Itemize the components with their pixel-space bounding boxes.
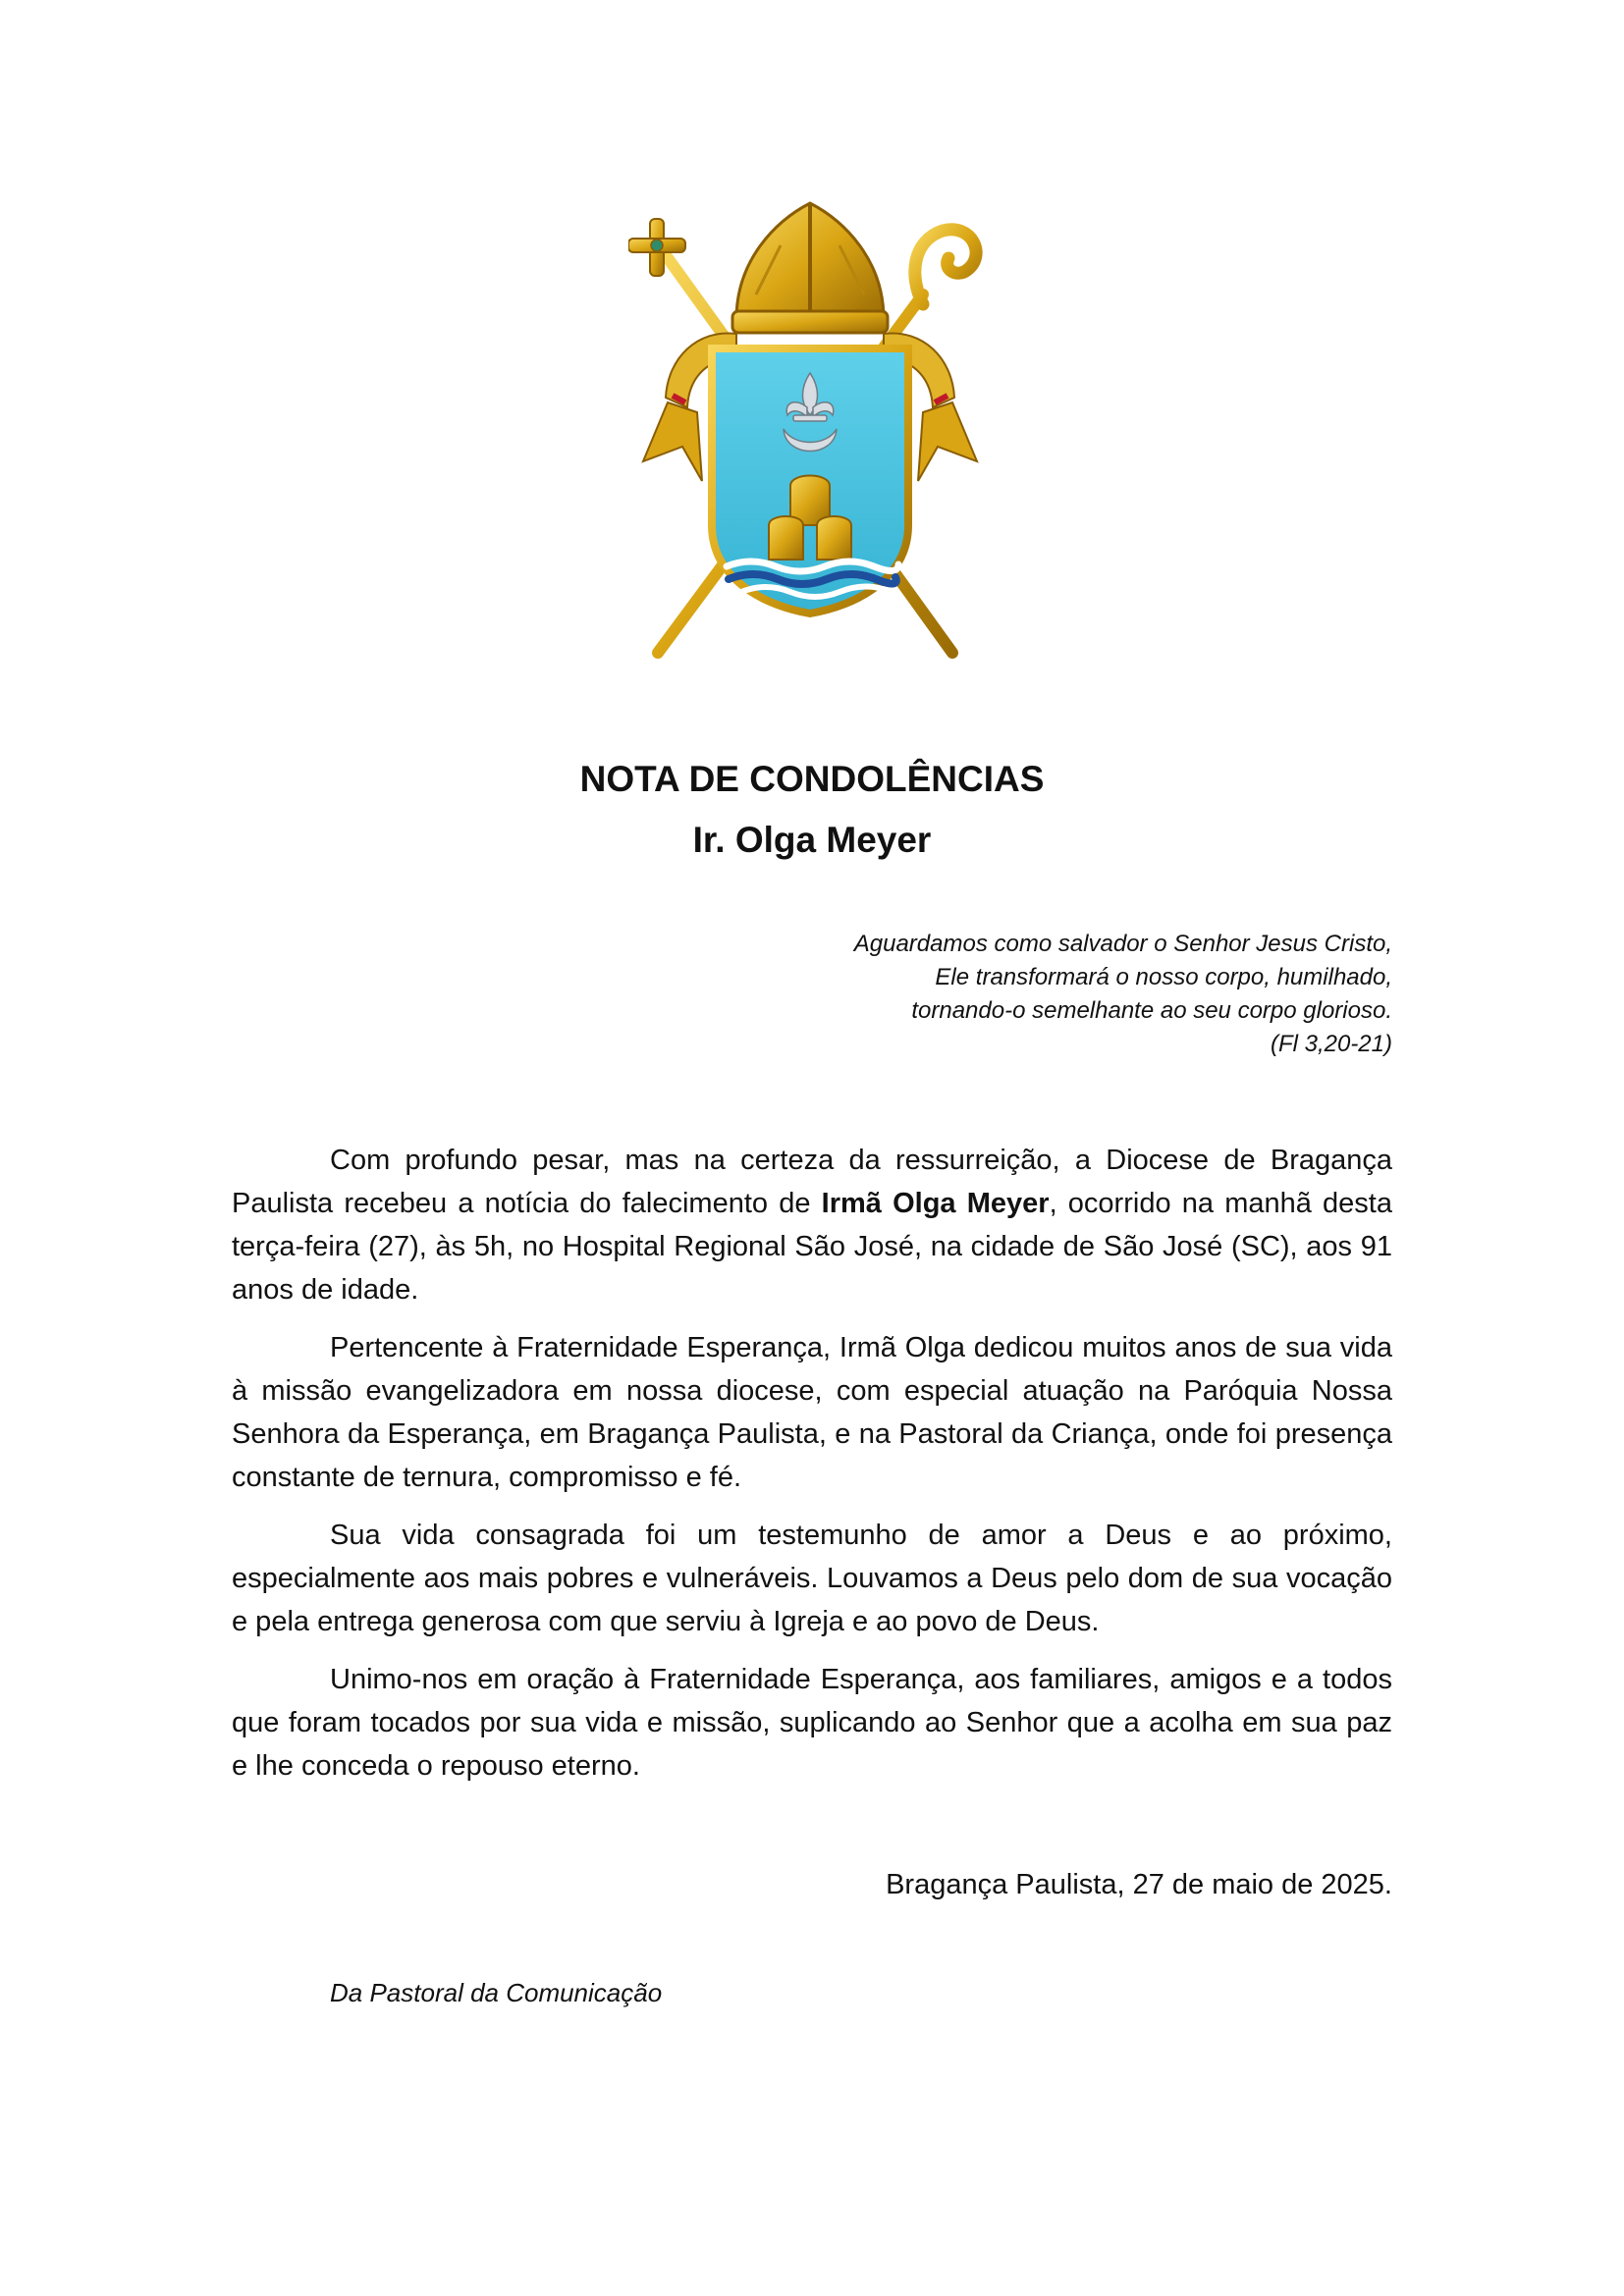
epigraph-line: tornando-o semelhante ao seu corpo glorioso.: [911, 997, 1392, 1024]
shield: [712, 348, 908, 614]
document-subtitle: Ir. Olga Meyer: [692, 820, 932, 860]
paragraph-3: Sua vida consagrada foi um testemunho de amor a Deus e ao próximo, especialmente aos mais pobres e vulneráveis. Louvamos a Deus pelo dom de sua vocação e pela entrega generosa com que serviu à Igreja e ao povo de Deus.: [232, 1520, 1392, 1637]
crozier-icon: [915, 230, 976, 304]
coat-of-arms: [628, 201, 992, 672]
paragraph-4: Unimo-nos em oração à Fraternidade Esperança, aos familiares, amigos e a todos que foram tocados por sua vida e missão, suplicando ao Senhor que a acolha em sua paz e lhe conceda o repouso eterno.: [232, 1664, 1392, 1782]
epigraph-line: Ele transformará o nosso corpo, humilhado,: [935, 964, 1392, 990]
document-title: NOTA DE CONDOLÊNCIAS: [579, 759, 1045, 799]
mitre-icon: [732, 203, 888, 333]
deceased-name: Irmã Olga Meyer: [821, 1188, 1050, 1219]
epigraph-line: Aguardamos como salvador o Senhor Jesus Cristo,: [853, 931, 1392, 957]
epigraph: [705, 928, 1392, 1061]
paragraph-1: [232, 1139, 1392, 1311]
paragraph-2: Pertencente à Fraternidade Esperança, Irmã Olga dedicou muitos anos de sua vida à missão evangelizadora em nossa diocese, com especial atuação na Paróquia Nossa Senhora da Esperança, em Bragança Paulista, e na Pastoral da Criança, onde foi presença constante de ternura, compromisso e fé.: [232, 1332, 1392, 1493]
paragraph-1-text: Com profundo pesar, mas na certeza da ressurreição, a Diocese de Bragança Paulista recebeu a notícia do falecimento de: [232, 1145, 1392, 1219]
epigraph-reference: (Fl 3,20-21): [1270, 1031, 1392, 1057]
paragraph-1-text-end: , ocorrido na manhã desta terça-feira (27), às 5h, no Hospital Regional São José, na cidade de São José (SC), aos 91 anos de idade.: [232, 1188, 1392, 1306]
signature: Da Pastoral da Comunicação: [330, 1978, 663, 2007]
dateline: Bragança Paulista, 27 de maio de 2025.: [886, 1869, 1392, 1900]
document-body: [232, 1139, 1392, 1802]
